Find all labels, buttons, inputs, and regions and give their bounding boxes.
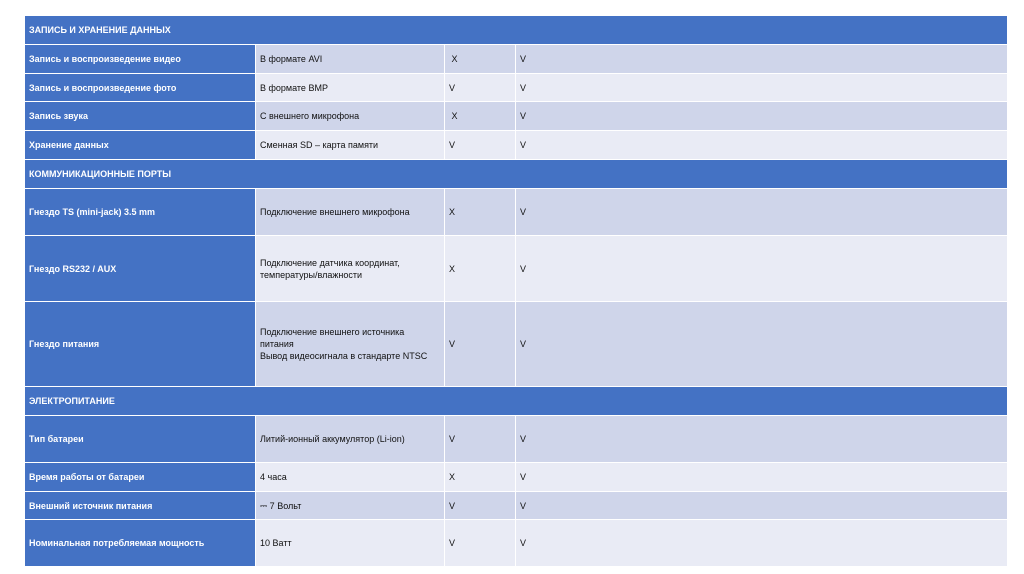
feature-detail: Подключение датчика координат, температуры/влажности bbox=[256, 236, 445, 302]
model-a-value: V bbox=[445, 416, 516, 463]
specifications-table bbox=[24, 15, 1008, 567]
section-title: ЭЛЕКТРОПИТАНИЕ bbox=[25, 387, 1008, 416]
feature-detail: Литий-ионный аккумулятор (Li-ion) bbox=[256, 416, 445, 463]
table-row bbox=[25, 416, 1008, 463]
section-header bbox=[25, 160, 1008, 189]
model-a-value: V bbox=[445, 302, 516, 387]
table-row bbox=[25, 131, 1008, 160]
section-title: ЗАПИСЬ И ХРАНЕНИЕ ДАННЫХ bbox=[25, 16, 1008, 45]
feature-detail: Сменная SD – карта памяти bbox=[256, 131, 445, 160]
feature-label: Гнездо питания bbox=[25, 302, 256, 387]
feature-detail: Подключение внешнего источника питания Вывод видеосигнала в стандарте NTSC bbox=[256, 302, 445, 387]
feature-detail: 10 Ватт bbox=[256, 520, 445, 567]
model-a-value: V bbox=[445, 492, 516, 520]
feature-label: Внешний источник питания bbox=[25, 492, 256, 520]
model-a-value: V bbox=[445, 131, 516, 160]
table-row bbox=[25, 520, 1008, 567]
model-b-value: V bbox=[516, 463, 1008, 492]
section-header bbox=[25, 16, 1008, 45]
feature-label: Время работы от батареи bbox=[25, 463, 256, 492]
model-a-value: V bbox=[445, 74, 516, 102]
feature-detail: В формате AVI bbox=[256, 45, 445, 74]
feature-label: Запись и воспроизведение фото bbox=[25, 74, 256, 102]
model-a-value: X bbox=[445, 189, 516, 236]
section-header bbox=[25, 387, 1008, 416]
feature-label: Гнездо RS232 / AUX bbox=[25, 236, 256, 302]
feature-label: Номинальная потребляемая мощность bbox=[25, 520, 256, 567]
model-b-value: V bbox=[516, 102, 1008, 131]
model-a-value: V bbox=[445, 520, 516, 567]
model-b-value: V bbox=[516, 492, 1008, 520]
model-a-value: X bbox=[445, 45, 516, 74]
feature-label: Тип батареи bbox=[25, 416, 256, 463]
feature-label: Гнездо TS (mini-jack) 3.5 mm bbox=[25, 189, 256, 236]
table-row bbox=[25, 74, 1008, 102]
feature-detail: Подключение внешнего микрофона bbox=[256, 189, 445, 236]
model-b-value: V bbox=[516, 45, 1008, 74]
model-b-value: V bbox=[516, 189, 1008, 236]
model-b-value: V bbox=[516, 520, 1008, 567]
table-row bbox=[25, 492, 1008, 520]
table-row bbox=[25, 302, 1008, 387]
model-b-value: V bbox=[516, 131, 1008, 160]
model-b-value: V bbox=[516, 236, 1008, 302]
feature-detail: ⎓ 7 Вольт bbox=[256, 492, 445, 520]
feature-detail: 4 часа bbox=[256, 463, 445, 492]
model-b-value: V bbox=[516, 416, 1008, 463]
model-a-value: X bbox=[445, 236, 516, 302]
table-row bbox=[25, 189, 1008, 236]
feature-detail: В формате BMP bbox=[256, 74, 445, 102]
model-a-value: X bbox=[445, 102, 516, 131]
table-row bbox=[25, 463, 1008, 492]
feature-detail: С внешнего микрофона bbox=[256, 102, 445, 131]
feature-label: Хранение данных bbox=[25, 131, 256, 160]
feature-label: Запись и воспроизведение видео bbox=[25, 45, 256, 74]
table-row bbox=[25, 45, 1008, 74]
table-row bbox=[25, 236, 1008, 302]
section-title: КОММУНИКАЦИОННЫЕ ПОРТЫ bbox=[25, 160, 1008, 189]
model-b-value: V bbox=[516, 302, 1008, 387]
feature-label: Запись звука bbox=[25, 102, 256, 131]
model-b-value: V bbox=[516, 74, 1008, 102]
table-row bbox=[25, 102, 1008, 131]
model-a-value: X bbox=[445, 463, 516, 492]
